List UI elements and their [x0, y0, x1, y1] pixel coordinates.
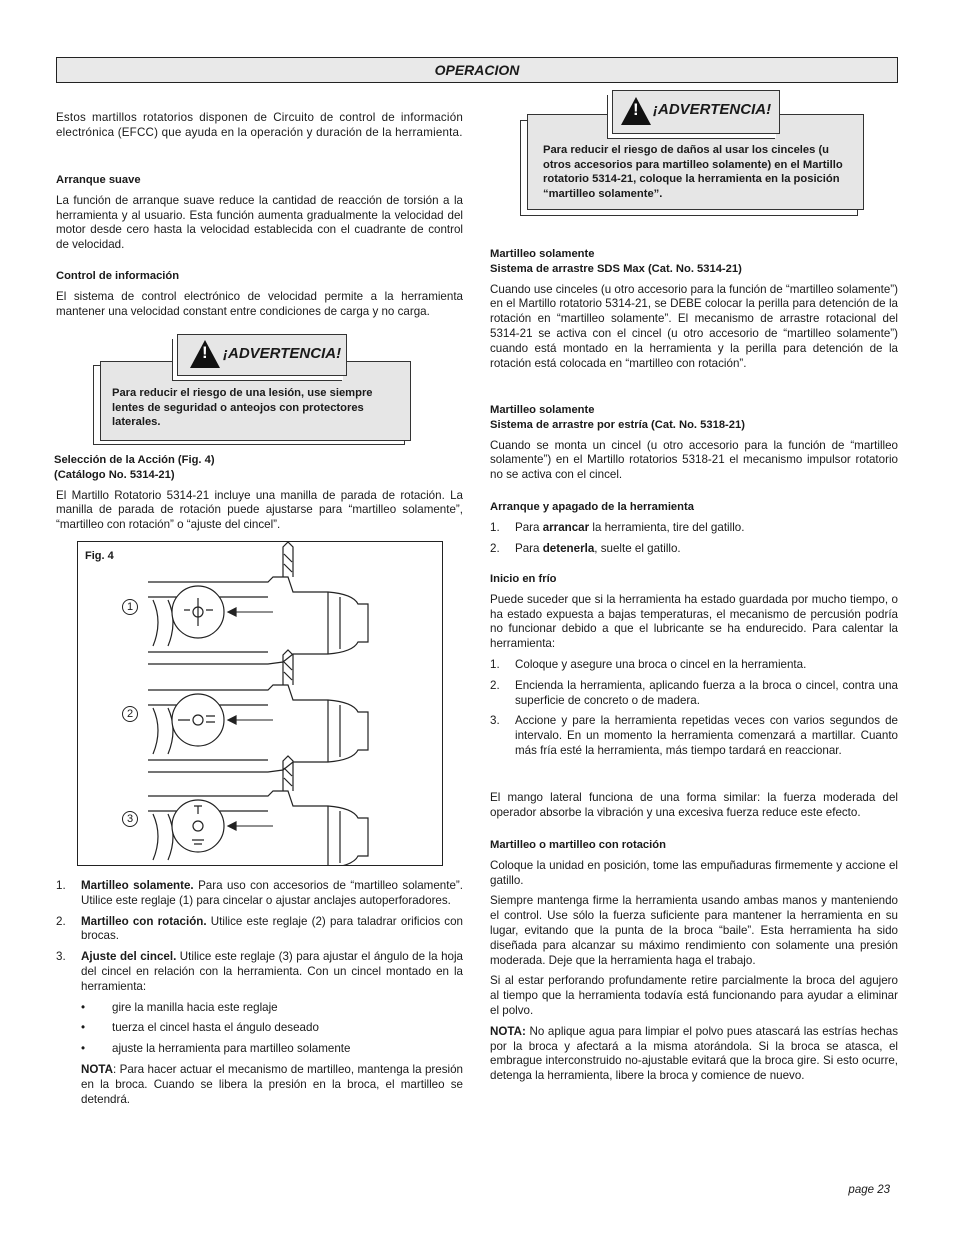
warning-tab — [612, 90, 780, 134]
bullet-text: gire la manilla hacia este reglaje — [112, 1000, 278, 1014]
info-control-section — [56, 269, 463, 319]
cold-start-section — [490, 572, 898, 759]
note — [81, 1063, 463, 1107]
hammer-only-heading-1: Martilleo solamente — [490, 404, 595, 416]
item-number: 2. — [56, 914, 66, 928]
figure-4 — [77, 541, 443, 866]
list-item — [490, 679, 898, 709]
warning-title: ¡ADVERTENCIA! — [653, 101, 772, 118]
item-number: 3. — [490, 714, 500, 728]
item-bold: arrancar — [542, 520, 590, 534]
note-text: : Para hacer actuar el mecanismo de martilleo, mantenga la presión en la broca. Cuando se libera la presión en la broca, el martilleo se detendrá. — [81, 1062, 463, 1106]
note-label: NOTA: — [490, 1024, 526, 1038]
info-control-heading: Control de información — [56, 270, 180, 282]
warning-title: ¡ADVERTENCIA! — [223, 345, 342, 362]
hammer-rotation-p3: Si al estar perforando profundamente retire parcialmente la broca del agujero al tiempo que la herramienta todavía está funcionando para ayudar a eliminar el polvo. — [490, 974, 898, 1017]
setting-list — [56, 879, 463, 1107]
action-heading-2: (Catálogo No. 5314-21) — [54, 468, 175, 481]
hammer-only-text: Cuando use cinceles (u otro accesorio para la función de “martilleo solamente”) en el Martillo rotatorio 5314-21, se DEBE colocar la perilla para detención de la rotación en “martilleo solamente”. El mecanismo de arrastre rotacional del 5314-21 se activa con el cincel (u otro accesorio de “martilleo solamente”) cuando está montado en la herramienta y la perilla para detención de la rotación está colocada en “martilleo con rotación”. — [490, 282, 898, 370]
item-bold: Martilleo con rotación. — [81, 914, 207, 928]
item-bold: Ajuste del cincel. — [81, 950, 177, 964]
hammer-rotation-section — [490, 838, 898, 1084]
soft-start-heading: Arranque suave — [56, 174, 141, 186]
list-item — [56, 950, 463, 994]
note-label: NOTA — [81, 1062, 113, 1076]
callout-1: 1 — [122, 599, 138, 615]
bullet-icon: • — [81, 1042, 86, 1056]
side-handle-text: El mango lateral funciona de una forma similar: la fuerza moderada del operador absorbe la vibración y una excesiva fuerza reduce este efecto. — [490, 791, 898, 819]
bullet-text: tuerza el cincel hasta el ángulo deseado — [112, 1021, 319, 1035]
exclamation-icon: ! — [202, 343, 208, 362]
note — [490, 1025, 898, 1084]
item-bold: detenerla — [542, 541, 595, 555]
item-text: Utilice este reglaje (2) para taladrar orificios con brocas. — [81, 914, 463, 943]
list-item — [490, 521, 898, 536]
section-title: OPERACION — [434, 62, 520, 78]
intro-text: Estos martillos rotatorios disponen de Circuito de control de información electrónica (EFCC) que ayuda en la operación y duración de la herramienta. — [56, 111, 463, 139]
bullet-item — [81, 1001, 463, 1016]
list-item — [490, 542, 898, 557]
action-selection-section — [54, 453, 463, 533]
action-heading-1: Selección de la Acción (Fig. 4) — [54, 454, 215, 466]
bullet-item — [81, 1021, 463, 1036]
list-item — [56, 879, 463, 909]
hammer-rotation-heading: Martilleo o martilleo con rotación — [490, 839, 666, 851]
warning-text: Para reducir el riesgo de daños al usar los cinceles (u otros accesorios para martilleo solamente) en el Martillo rotatorio 5314-21, coloque la herramienta en la posición “martilleo solamente”. — [543, 144, 843, 200]
warning-tab — [177, 334, 347, 376]
list-item — [490, 714, 898, 758]
hammer-only-heading-2: Sistema de arrastre SDS Max (Cat. No. 5314-21) — [490, 262, 742, 275]
soft-start-text: La función de arranque suave reduce la cantidad de reacción de torsión a la herramienta y al usuario. Esta función aumenta gradualmente la velocidad del motor desde cero hasta la velocidad establecida con el cuadrante de control de velocidad. — [56, 193, 463, 252]
hammer-only-heading-2: Sistema de arrastre por estría (Cat. No. 5318-21) — [490, 418, 745, 431]
bullet-icon: • — [81, 1021, 86, 1035]
side-handle-section — [490, 791, 898, 821]
item-text: Para — [515, 541, 543, 555]
item-text: la herramienta, tire del gatillo. — [589, 520, 745, 534]
start-stop-section — [490, 500, 898, 556]
tool-setting-1 — [148, 542, 368, 664]
bullet-text: ajuste la herramienta para martilleo solamente — [112, 1042, 351, 1056]
hammer-only-spline-section — [490, 403, 898, 483]
item-bold: Martilleo solamente. — [81, 879, 194, 892]
note-text: No aplique agua para limpiar el polvo pues atascará las estrías hechas por la broca y afectará a la misma atorándola. Si la broca se atasca, el embrague interconstruido no-ajustable evitará que la broca gire. Si esto ocurre, detenga la herramienta, libere la broca y comience de nuevo. — [490, 1024, 898, 1083]
item-text: Encienda la herramienta, aplicando fuerza a la broca o cincel, contra una superficie de concreto o de madera. — [515, 678, 898, 707]
bullet-icon: • — [81, 1000, 86, 1014]
cold-start-text: Puede suceder que si la herramienta ha estado guardada por mucho tiempo, o ha estado expuesta a bajas temperaturas, el mecanismo de percusión podría no funcionar debido a que el lubricante se ha endurecido. Para calentar la herramienta: — [490, 592, 898, 651]
item-text: , suelte el gatillo. — [594, 541, 681, 555]
hammer-only-sds-section — [490, 247, 898, 371]
list-item — [56, 915, 463, 945]
item-text: Para — [515, 520, 543, 534]
item-number: 1. — [56, 879, 66, 892]
warning-box-right — [520, 88, 866, 218]
item-text: Accione y pare la herramienta repetidas veces con varios segundos de intervalo. En un momento la herramienta comenzará a martillar. Cuanto más fría esté la herramienta, más tiempo tardará en reaccionar. — [515, 714, 898, 757]
warning-box-left — [93, 334, 413, 446]
item-text: Utilice este reglaje (3) para ajustar el ángulo de la hoja del cincel en relación con la herramienta. Con un cincel montado en la herramienta: — [81, 950, 463, 993]
intro-block — [56, 111, 463, 141]
bullet-item — [81, 1042, 463, 1057]
item-number: 2. — [490, 541, 500, 555]
tool-setting-2 — [148, 650, 368, 772]
info-control-text: El sistema de control electrónico de velocidad permite a la herramienta mantener una velocidad constant entre condiciones de carga y no carga. — [56, 289, 463, 318]
list-item — [490, 658, 898, 673]
item-number: 3. — [56, 950, 66, 964]
hammer-rotation-p2: Siempre mantenga firme la herramienta usando ambas manos y manteniendo el control. Use sólo la fuerza suficiente para mantener la herramienta en su lugar, evitando que la punta de la broca “baile”. Esta herramienta ha sido diseñada para alcanzar su máximo rendimiento con solamente una presión moderada. Deje que la herramienta haga el trabajo. — [490, 894, 898, 967]
item-text: Para uso con accesorios de “martilleo solamente”. Utilice este reglaje (1) para cincelar o ajustar anclajes autoperforadores. — [81, 879, 463, 907]
item-text: Coloque y asegure una broca o cincel en la herramienta. — [515, 657, 807, 671]
callout-2: 2 — [122, 706, 138, 722]
page-number: page 23 — [848, 1184, 890, 1196]
section-header — [56, 57, 898, 83]
item-number: 2. — [490, 678, 500, 692]
exclamation-icon: ! — [633, 100, 639, 119]
figure-label: Fig. 4 — [85, 550, 114, 562]
hammer-rotation-p1: Coloque la unidad en posición, tome las empuñaduras firmemente y accione el gatillo. — [490, 858, 898, 887]
start-stop-heading: Arranque y apagado de la herramienta — [490, 501, 694, 513]
callout-3: 3 — [122, 811, 138, 827]
hammer-only-heading-1: Martilleo solamente — [490, 248, 595, 260]
hammer-only-text: Cuando se monta un cincel (u otro accesorio para la función de “martilleo solamente”) en el Martillo rotatorios 5318-21 el mecanismo impulsor rotatorio no se activa con el cincel. — [490, 438, 898, 482]
warning-text: Para reducir el riesgo de una lesión, use siempre lentes de seguridad o anteojos con protectores laterales. — [112, 387, 373, 428]
action-text: El Martillo Rotatorio 5314-21 incluye una manilla de parada de rotación. La manilla de parada de rotación puede ajustarse para “martilleo solamente”, “martilleo con rotación” o “ajuste del cincel”. — [56, 488, 463, 532]
bullet-list — [56, 1001, 463, 1108]
soft-start-section — [56, 173, 463, 253]
item-number: 1. — [490, 520, 500, 534]
item-number: 1. — [490, 657, 500, 671]
cold-start-heading: Inicio en frío — [490, 573, 557, 585]
